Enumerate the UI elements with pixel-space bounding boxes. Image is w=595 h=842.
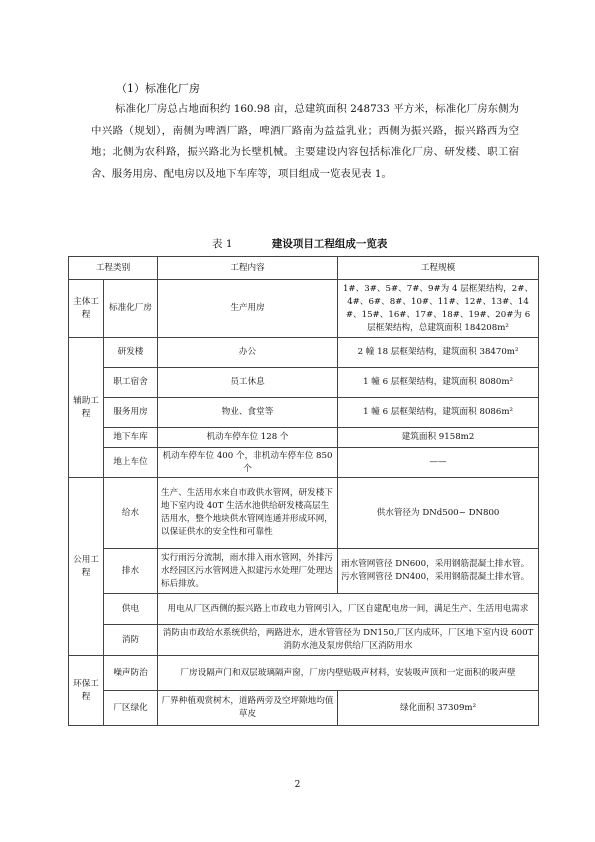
scale-cell: 1 幢 6 层框架结构，建筑面积 8086m² <box>338 398 539 428</box>
category-cell: 公用工程 <box>69 478 104 656</box>
table-caption-title: 建设项目工程组成一览表 <box>271 238 388 250</box>
table-row <box>69 368 539 398</box>
table-caption-number: 表 1 <box>212 238 233 250</box>
item-name-cell: 消防 <box>104 625 158 656</box>
table-row <box>69 549 539 594</box>
item-name-cell: 研发楼 <box>104 338 158 368</box>
content-cell: 实行雨污分流制，雨水排入雨水管网，外排污水经园区污水管网进入拟建污水处理厂处理达标后排放。 <box>158 549 338 594</box>
item-name-cell: 职工宿舍 <box>104 368 158 398</box>
table-header-row <box>69 257 539 280</box>
item-name-cell: 厂区绿化 <box>104 691 158 726</box>
content-cell: 生产、生活用水来自市政供水管网，研发楼下地下室内设 40T 生活水池供给研发楼高层生活用水，整个地块供水管网连通并形成环网，以保证供水的安全性和可靠性 <box>158 478 338 549</box>
table-row <box>69 338 539 368</box>
content-cell: 厂房设隔声门和双层玻璃隔声窗，厂房内壁贴吸声材料，安装吸声顶和一定面积的吸声壁 <box>158 656 539 691</box>
table-row <box>69 280 539 338</box>
table-row <box>69 656 539 691</box>
item-name-cell: 地下车库 <box>104 428 158 448</box>
scale-cell: 2 幢 18 层框架结构，建筑面积 38470m² <box>338 338 539 368</box>
category-cell: 辅助工程 <box>69 338 104 478</box>
item-name-cell: 噪声防治 <box>104 656 158 691</box>
item-name-cell: 排水 <box>104 549 158 594</box>
item-name-cell: 供电 <box>104 594 158 625</box>
table-row <box>69 448 539 478</box>
scale-cell: 建筑面积 9158m2 <box>338 428 539 448</box>
scale-cell: 1#、3#、5#、7#、9#为 4 层框架结构，2#、4#、6#、8#、10#、11#、12#、13#、14#、15#、16#、17#、18#、19#、20#为 6 层框架结构，总建筑面积 184208m² <box>338 280 539 338</box>
table-row <box>69 478 539 549</box>
section-title: （1）标准化厂房 <box>116 82 200 95</box>
scale-cell: —— <box>338 448 539 478</box>
scale-cell: 1 幢 6 层框架结构，建筑面积 8080m² <box>338 368 539 398</box>
header-scale: 工程规模 <box>338 257 539 280</box>
content-cell: 办公 <box>158 338 338 368</box>
category-cell: 环保工程 <box>69 656 104 726</box>
table-row <box>69 398 539 428</box>
category-cell: 主体工程 <box>69 280 104 338</box>
table-row <box>69 594 539 625</box>
item-name-cell: 地上车位 <box>104 448 158 478</box>
table-caption <box>212 236 387 251</box>
content-cell: 厂界种植观赏树木，道路两旁及空坪隙地均值草皮 <box>158 691 338 726</box>
content-cell: 员工休息 <box>158 368 338 398</box>
scale-cell: 供水管径为 DNd500~ DN800 <box>338 478 539 549</box>
intro-paragraph: 标准化厂房总占地面积约 160.98 亩，总建筑面积 248733 平方米，标准化厂房东侧为中兴路（规划），南侧为啤酒厂路，啤酒厂路南为益益乳业；西侧为振兴路，振兴路西为空地；北侧为农科路，振兴路北为长壁机械。主要建设内容包括标准化厂房、研发楼、职工宿舍、服务用房、配电房以及地下车库等，项目组成一览表见表 1。 <box>91 103 519 180</box>
header-category: 工程类别 <box>69 257 158 280</box>
content-cell: 机动车停车位 128 个 <box>158 428 338 448</box>
content-cell: 消防由市政给水系统供给，两路进水，进水管管径为 DN150,厂区内成环，厂区地下室内设 600T 消防水池及泵房供给厂区消防用水 <box>158 625 539 656</box>
table-row <box>69 625 539 656</box>
item-name-cell: 标准化厂房 <box>104 280 158 338</box>
item-name-cell: 服务用房 <box>104 398 158 428</box>
content-cell: 机动车停车位 400 个，非机动车停车位 850 个 <box>158 448 338 478</box>
scale-cell: 雨水管网管径 DN600，采用钢筋混凝土排水管。污水管网管径 DN400，采用钢筋混凝土排水管。 <box>338 549 539 594</box>
item-name-cell: 给水 <box>104 478 158 549</box>
scale-cell: 绿化面积 37309m² <box>338 691 539 726</box>
content-cell: 用电从厂区西侧的振兴路上市政电力管网引入，厂区自建配电房一间，满足生产、生活用电需求 <box>158 594 539 625</box>
content-cell: 生产用房 <box>158 280 338 338</box>
header-content: 工程内容 <box>158 257 338 280</box>
page-number: 2 <box>294 780 301 790</box>
project-composition-table <box>68 256 539 726</box>
content-cell: 物业、食堂等 <box>158 398 338 428</box>
table-row <box>69 691 539 726</box>
table-row <box>69 428 539 448</box>
